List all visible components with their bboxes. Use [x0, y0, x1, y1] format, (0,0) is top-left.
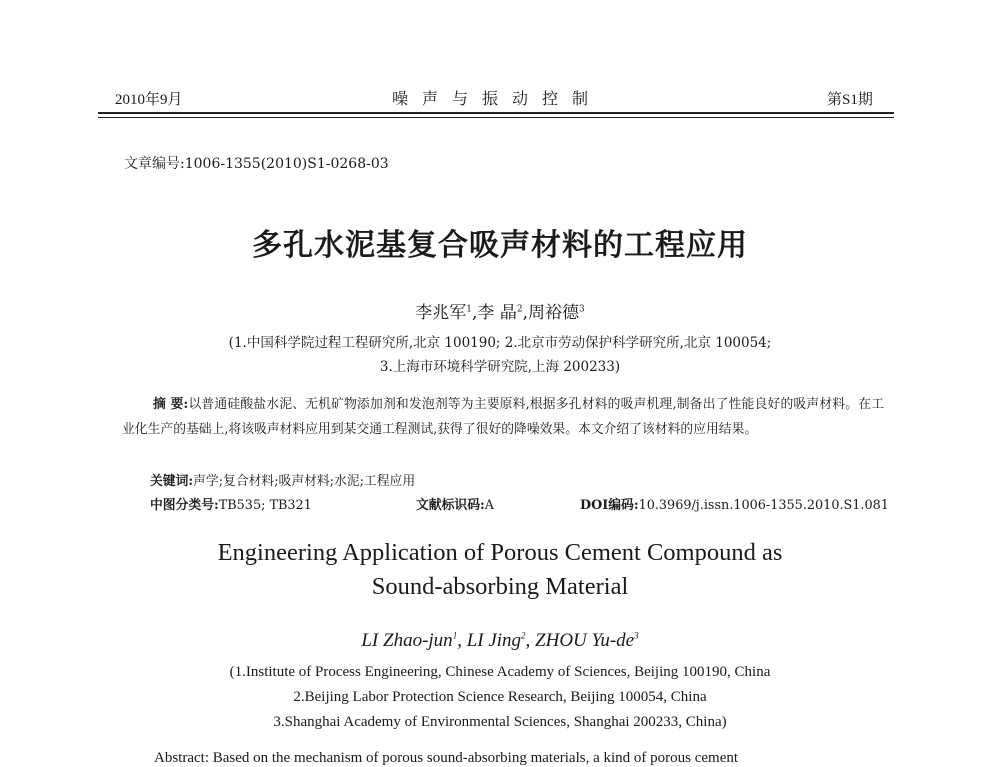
author-cn-2: ,李 晶: [472, 303, 517, 323]
author-en-1-sup: 1: [452, 630, 458, 641]
article-number: 文章编号:1006-1355(2010)S1-0268-03: [124, 156, 389, 172]
doi-value: 10.3969/j.issn.1006-1355.2010.S1.081: [638, 498, 889, 513]
keywords-label: 关键词:: [150, 474, 194, 489]
affiliation-en-line: 3.Shanghai Academy of Environmental Sciences, Shanghai 200233, China): [273, 714, 727, 730]
title-chinese: 多孔水泥基复合吸声材料的工程应用: [252, 228, 748, 263]
author-cn-1: 李兆军: [415, 303, 467, 323]
author-en-2: , LI Jing: [457, 630, 522, 651]
doi-label: DOI编码:: [580, 498, 639, 513]
author-cn-2-sup: 2: [516, 304, 523, 315]
author-en-3-sup: 3: [634, 630, 639, 641]
header-date: 2010年9月: [115, 92, 183, 108]
abstract-cn-label: 摘 要:: [153, 397, 189, 412]
author-en-2-sup: 2: [521, 630, 526, 641]
abstract-cn-text: 以普通硅酸盐水泥、无机矿物添加剂和发泡剂等为主要原料,根据多孔材料的吸声机理,制备出了性能良好的吸声材料。在工业化生产的基础上,将该吸声材料应用到某交通工程测试,获得了很好的降噪效果。本文介绍了该材料的应用结果。: [122, 397, 885, 437]
title-en-line-2: Sound-absorbing Material: [371, 573, 629, 600]
doc-code-label: 文献标识码:: [416, 498, 485, 513]
abstract-chinese: [122, 392, 884, 442]
author-en-3: , ZHOU Yu-de: [525, 630, 635, 651]
clc-value: TB535; TB321: [218, 498, 312, 513]
authors-english: [0, 630, 1000, 652]
keywords-text: 声学;复合材料;吸声材料;水泥;工程应用: [193, 474, 416, 489]
doc-code-value: A: [484, 498, 494, 513]
author-en-1: LI Zhao-jun: [361, 630, 453, 651]
title-english: [0, 536, 1000, 604]
title-en-line-1: Engineering Application of Porous Cement Compound as: [217, 539, 783, 566]
author-cn-1-sup: 1: [466, 304, 473, 315]
header-rule-thick: [98, 112, 894, 114]
header-rule-thin: [98, 117, 894, 118]
keywords-chinese: [150, 470, 415, 489]
authors-chinese: [0, 298, 1000, 323]
clc-label: 中图分类号:: [150, 498, 219, 513]
header-journal-name: 噪声与振动控制: [392, 89, 603, 108]
affiliation-cn-line: 3.上海市环境科学研究院,上海 200233): [379, 359, 621, 375]
affiliation-en-line: (1.Institute of Process Engineering, Chinese Academy of Sciences, Beijing 100190, China: [229, 664, 771, 680]
header-issue: 第S1期: [827, 92, 873, 108]
abstract-english-partial: Abstract: Based on the mechanism of porous sound-absorbing materials, a kind of porous cement: [154, 750, 739, 766]
affiliation-cn-line: (1.中国科学院过程工程研究所,北京 100190; 2.北京市劳动保护科学研究所,北京 100054;: [228, 335, 772, 351]
affiliation-en-line: 2.Beijing Labor Protection Science Research, Beijing 100054, China: [293, 689, 707, 705]
author-cn-3-sup: 3: [578, 304, 585, 315]
author-cn-3: ,周裕德: [522, 303, 579, 323]
